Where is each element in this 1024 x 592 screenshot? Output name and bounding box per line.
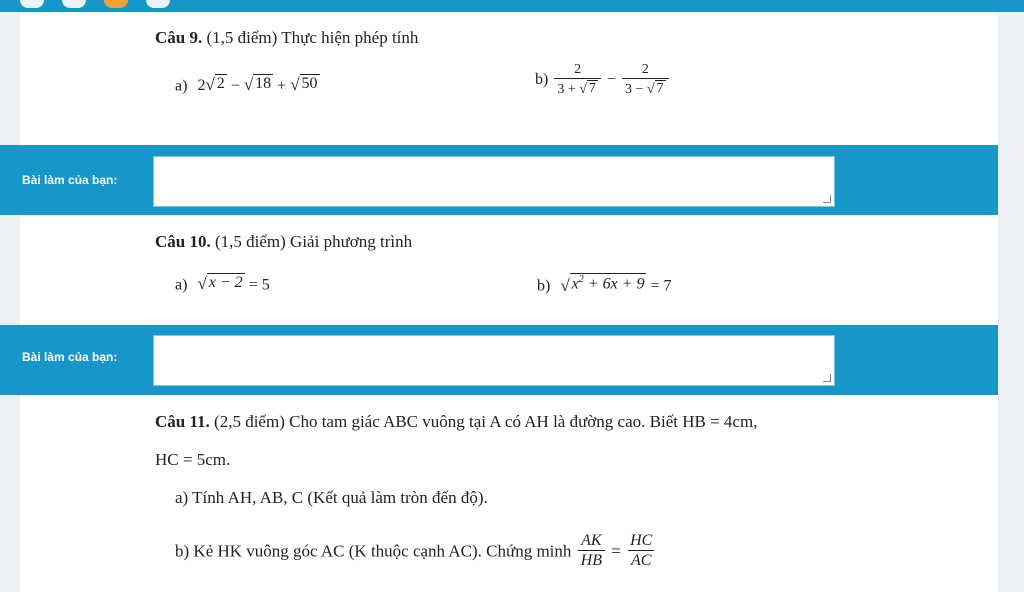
q10-b-rhs: = 7	[650, 277, 672, 295]
q9-title: Câu 9.	[155, 28, 203, 47]
q9-b-den2: 3 − √ 7	[622, 78, 669, 98]
q11-title: Câu 11.	[155, 412, 210, 431]
q10-a-rad: x − 2	[208, 274, 243, 291]
q9-b-den1: 3 + √ 7	[554, 78, 601, 98]
q10-heading	[155, 232, 412, 252]
q9-a-sqrt2: √ 18	[243, 75, 272, 95]
answer-input-2[interactable]	[153, 335, 835, 386]
q10-a-rhs: = 5	[248, 276, 270, 294]
top-dot	[62, 0, 86, 8]
top-dot	[20, 0, 44, 8]
top-bar	[0, 0, 1024, 12]
q9-heading	[155, 28, 418, 48]
q9-part-b	[535, 62, 671, 98]
q9-a-plus: +	[277, 77, 287, 95]
q9-b-num1: 2	[574, 62, 582, 77]
q10-b-rad-x: x	[571, 275, 579, 293]
q10-part-b	[537, 273, 672, 296]
answer-input-1[interactable]	[153, 156, 835, 207]
q10-info: (1,5 điểm) Giải phương trình	[214, 232, 413, 251]
right-margin	[998, 12, 1024, 592]
q10-b-rad-rest: + 6x + 9	[587, 275, 645, 293]
q9-b-den2-pre: 3 −	[624, 82, 644, 98]
q11-b-text: b) Kẻ HK vuông góc AC (K thuộc cạnh AC). Chứng minh	[175, 541, 572, 561]
q9-b-frac1	[554, 62, 601, 98]
q9-b-den1-pre: 3 +	[557, 82, 576, 98]
q9-a-minus: −	[230, 77, 240, 95]
q11-b-num2: HC	[630, 532, 653, 549]
resize-grip-icon[interactable]	[823, 195, 831, 203]
answer-label-2: Bài làm của bạn:	[22, 350, 118, 364]
answer-label-1: Bài làm của bạn:	[22, 173, 118, 187]
q11-b-frac1	[578, 532, 605, 571]
q11-b-num1: AK	[581, 532, 602, 549]
q11-line2: HC = 5cm.	[155, 450, 231, 469]
q9-b-label: b)	[535, 71, 549, 89]
q10-title: Câu 10.	[155, 232, 211, 251]
q9-a-coef: 2	[197, 77, 206, 95]
q10-b-label: b)	[537, 277, 551, 295]
q9-a-r1: 2	[216, 75, 225, 92]
resize-grip-icon[interactable]	[823, 374, 831, 382]
q10-a-sqrt: √ x − 2	[197, 274, 243, 294]
q11-b-eq: =	[611, 541, 621, 561]
q9-a-sqrt1: √ 2	[205, 75, 225, 95]
q11-b-den2: AC	[628, 550, 654, 570]
q9-a-label: a)	[175, 77, 188, 95]
q9-a-r2: 18	[255, 75, 272, 92]
q9-b-frac2	[622, 62, 669, 98]
q9-a-sqrt3: √ 50	[290, 75, 318, 95]
q11-part-b	[175, 532, 657, 571]
answer-band-1	[0, 145, 998, 215]
q11-info: (2,5 điểm) Cho tam giác ABC vuông tại A có AH là đường cao. Biết HB = 4cm,	[214, 412, 758, 431]
q9-b-den1-rad: 7	[588, 81, 596, 97]
q9-b-den2-rad: 7	[656, 81, 664, 97]
top-dots	[20, 0, 170, 8]
top-dot	[146, 0, 170, 8]
q10-part-a	[175, 273, 270, 294]
q11-b-frac2	[627, 532, 655, 571]
q10-b-sqrt: √ $x^2 + 6x + 9$	[560, 274, 645, 295]
left-margin	[0, 12, 20, 592]
q9-part-a	[175, 74, 320, 95]
q9-b-num2: 2	[641, 62, 649, 77]
q11-part-a: a) Tính AH, AB, C (Kết quả làm tròn đến độ).	[175, 488, 488, 507]
q10-a-label: a)	[175, 276, 188, 294]
q9-info: (1,5 điểm) Thực hiện phép tính	[206, 28, 419, 47]
q11-b-den1: HB	[578, 550, 605, 570]
q9-a-r3: 50	[301, 75, 318, 92]
top-dot-orange	[104, 0, 128, 8]
q9-b-op: −	[606, 71, 616, 89]
answer-band-2	[0, 325, 998, 395]
q11-heading	[155, 412, 757, 432]
q10-b-radicand	[570, 273, 647, 294]
q10-b-rad-exp: 2	[578, 274, 584, 285]
